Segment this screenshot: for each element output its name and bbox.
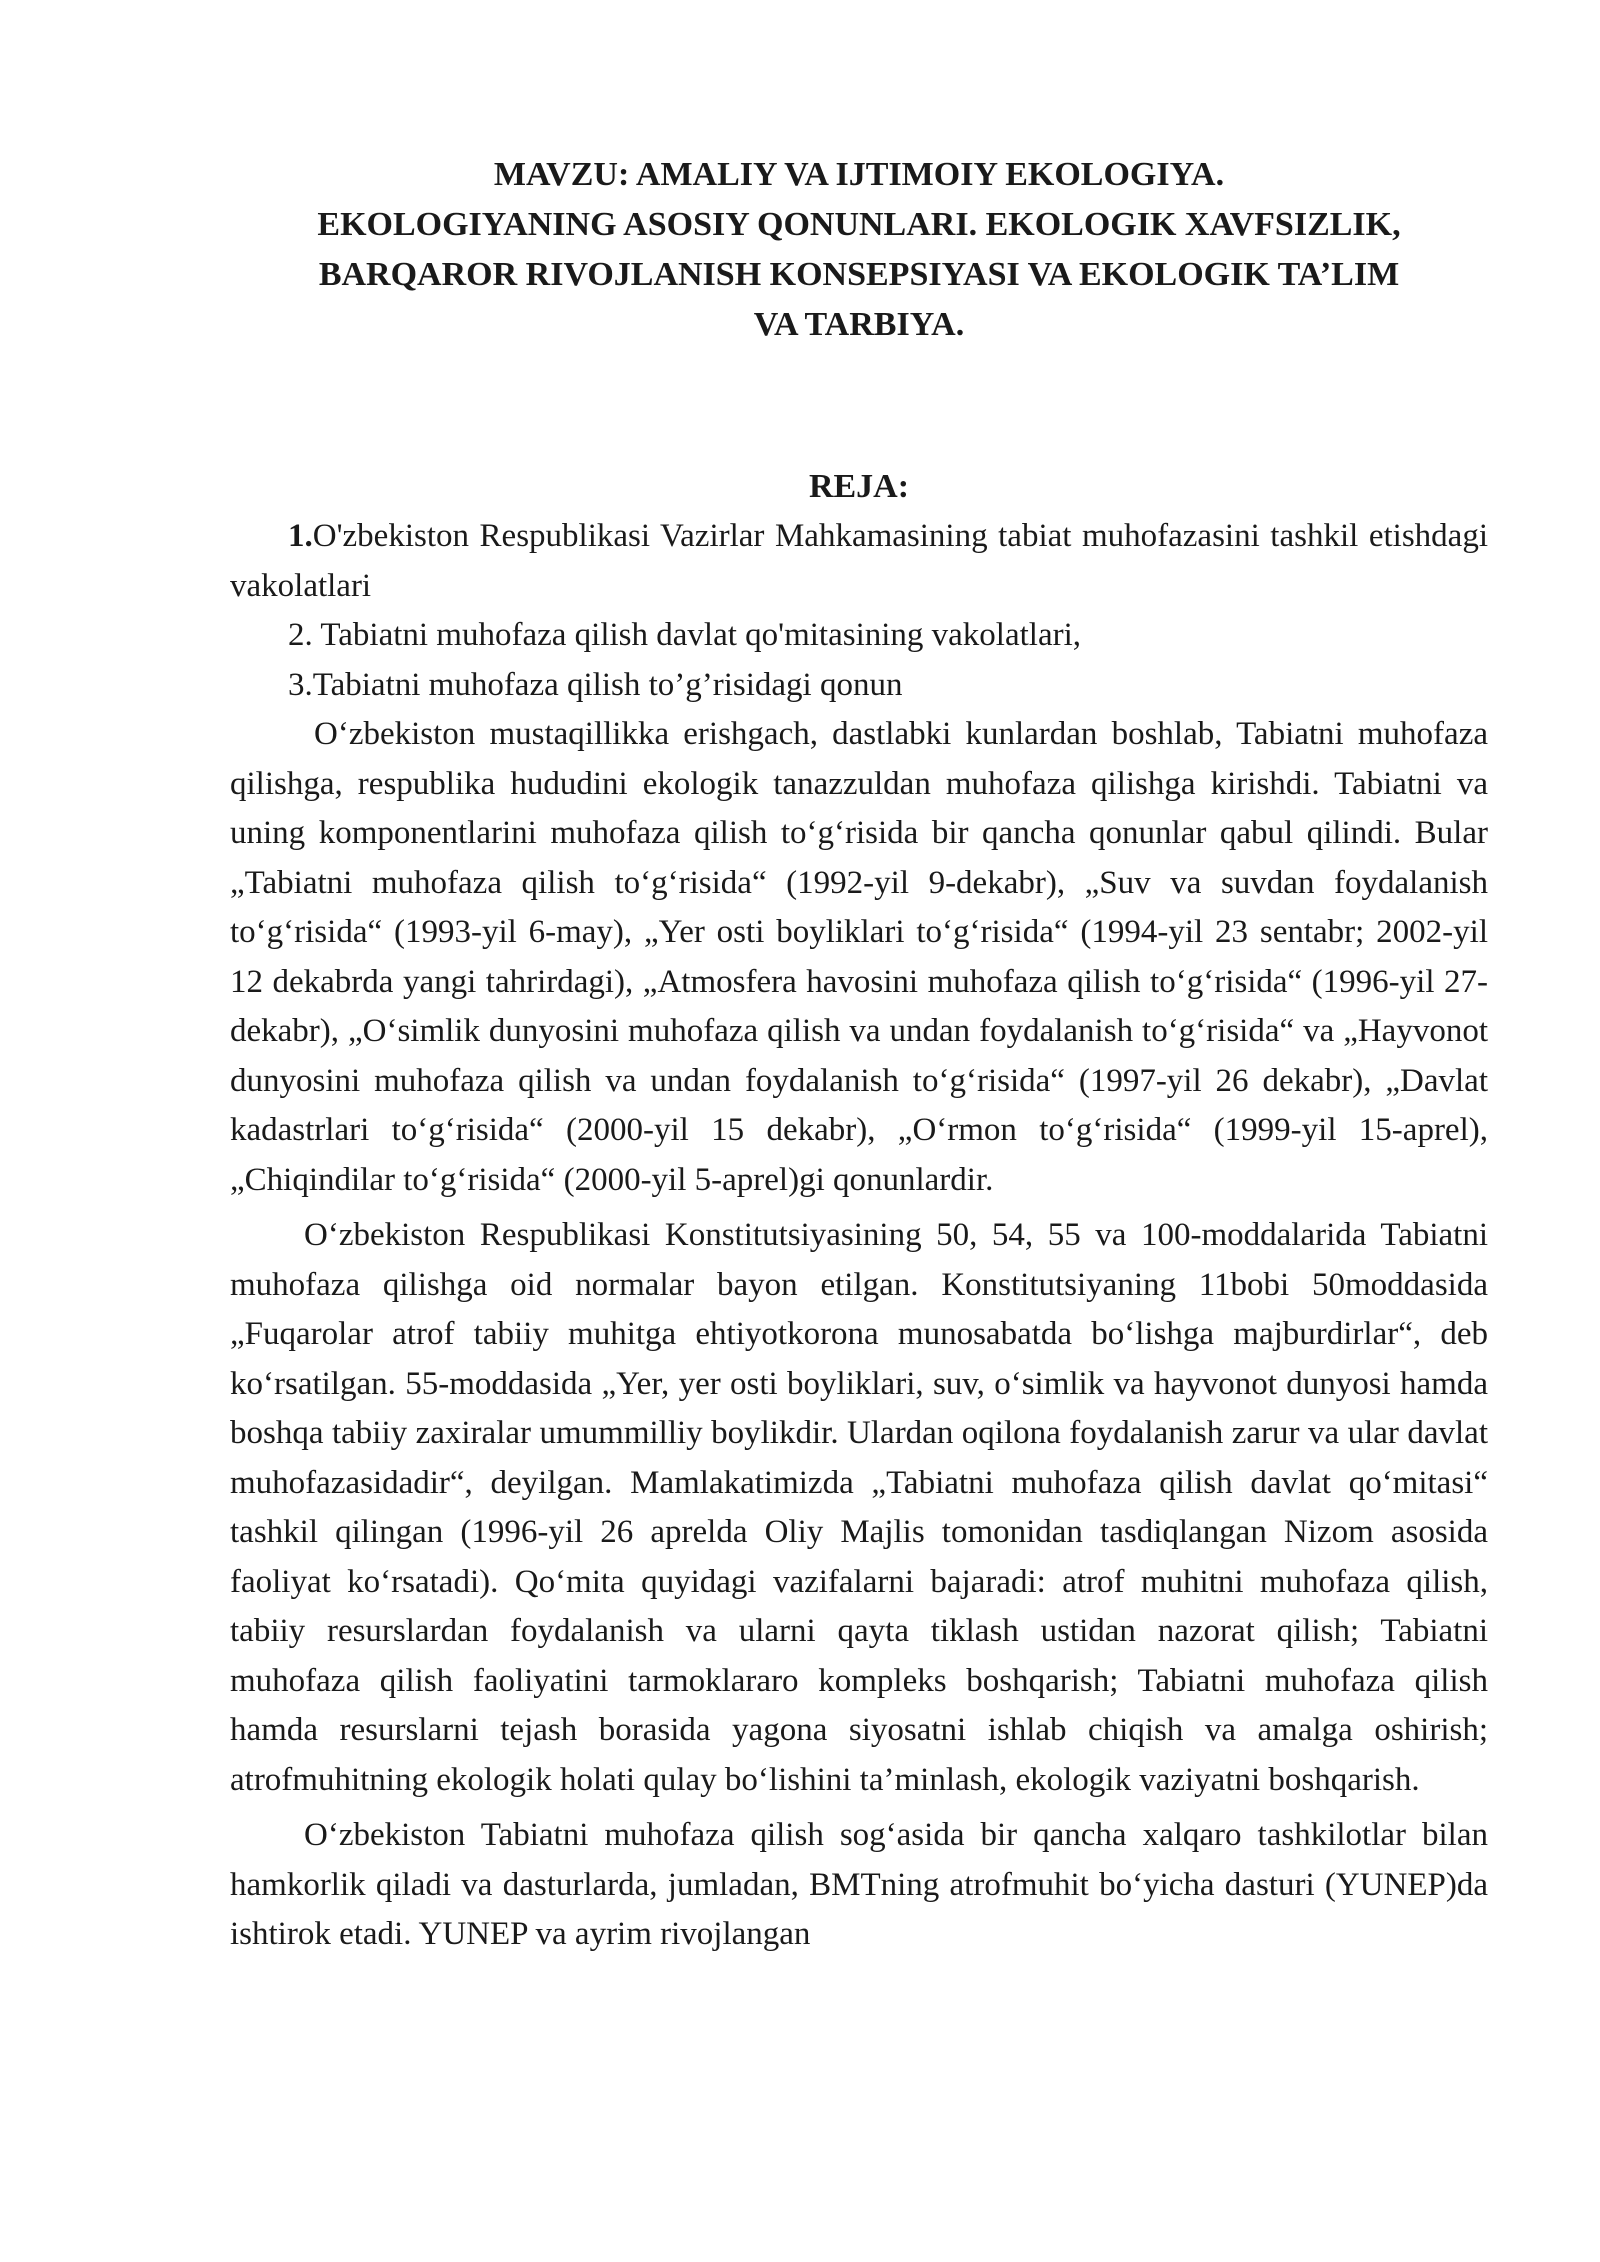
plan-item-number: 2. xyxy=(288,617,321,653)
document-page xyxy=(230,150,1488,1960)
plan-item xyxy=(230,512,1488,611)
title-line: BARQAROR RIVOJLANISH KONSEPSIYASI VA EKOLOGIK TA’LIM xyxy=(318,256,1400,293)
plan-heading: REJA: xyxy=(808,468,910,505)
title-line: EKOLOGIYANING ASOSIY QONUNLARI. EKOLOGIK XAVFSIZLIK, xyxy=(317,206,1401,243)
plan-item-text: O'zbekiston Respublikasi Vazirlar Mahkamasining tabiat muhofazasini tashkil etishdagi vakolatlari xyxy=(230,518,1488,604)
plan-item xyxy=(230,611,1488,661)
document-title xyxy=(230,150,1488,350)
title-line: VA TARBIYA. xyxy=(753,306,965,343)
body-paragraph: O‘zbekiston mustaqillikka erishgach, dastlabki kunlardan boshlab, Tabiatni muhofaza qilishga, respublika hududini ekologik tanazzuldan muhofaza qilishga kirishdi. Tabiatni va uning komponentlarini muhofaza qilish to‘g‘risida bir qancha qonunlar qabul qilindi. Bular „Tabiatni muhofaza qilish to‘g‘risida“ (1992-yil 9-dekabr), „Suv va suvdan foydalanish to‘g‘risida“ (1993-yil 6-may), „Yer osti boyliklari to‘g‘risida“ (1994-yil 23 sentabr; 2002-yil 12 dekabrda yangi tahrirdagi), „Atmosfera havosini muhofaza qilish to‘g‘risida“ (1996-yil 27-dekabr), „O‘simlik dunyosini muhofaza qilish va undan foydalanish to‘g‘risida“ va „Hayvonot dunyosini muhofaza qilish va undan foydalanish to‘g‘risida“ (1997-yil 26 dekabr), „Davlat kadastrlari to‘g‘risida“ (2000-yil 15 dekabr), „O‘rmon to‘g‘risida“ (1999-yil 15-aprel), „Chiqindilar to‘g‘risida“ (2000-yil 5-aprel)gi qonunlardir. xyxy=(230,716,1488,1198)
plan-item-text: Tabiatni muhofaza qilish davlat qo'mitasining vakolatlari, xyxy=(320,617,1082,653)
plan-item-number: 1. xyxy=(288,518,313,554)
body-paragraph: O‘zbekiston Respublikasi Konstitutsiyasining 50, 54, 55 va 100-moddalarida Tabiatni muhofaza qilishga oid normalar bayon etilgan. Konstitutsiyaning 11bobi 50moddasida „Fuqarolar atrof tabiiy muhitga ehtiyotkorona munosabatda bo‘lishga majburdirlar“, deb ko‘rsatilgan. 55-moddasida „Yer, yer osti boyliklari, suv, o‘simlik va hayvonot dunyosi hamda boshqa tabiiy zaxiralar umummilliy boylikdir. Ulardan oqilona foydalanish zarur va ular davlat muhofazasidadir“, deyilgan. Mamlakatimizda „Tabiatni muhofaza qilish davlat qo‘mitasi“ tashkil qilingan (1996-yil 26 aprelda Oliy Majlis tomonidan tasdiqlangan Nizom asosida faoliyat ko‘rsatadi). Qo‘mita quyidagi vazifalarni bajaradi: atrof muhitni muhofaza qilish, tabiiy resurslardan foydalanish va ularni qayta tiklash ustidan nazorat qilish; Tabiatni muhofaza qilish faoliyatini tarmoklararo kompleks boshqarish; Tabiatni muhofaza qilish hamda resurslarni tejash borasida yagona siyosatni ishlab chiqish va amalga oshirish; atrofmuhitning ekologik holati qulay bo‘lishini ta’minlash, ekologik vaziyatni boshqarish. xyxy=(230,1217,1488,1798)
plan-item-text: Tabiatni muhofaza qilish to’g’risidagi qonun xyxy=(312,666,903,703)
body-paragraph: O‘zbekiston Tabiatni muhofaza qilish sog‘asida bir qancha xalqaro tashkilotlar bilan hamkorlik qiladi va dasturlarda, jumladan, BMTning atrofmuhit bo‘yicha dasturi (YUNEP)da ishtirok etadi. YUNEP va ayrim rivojlangan xyxy=(230,1817,1488,1952)
plan-item-number: 3. xyxy=(288,666,313,703)
title-line: MAVZU: AMALIY VA IJTIMOIY EKOLOGIYA. xyxy=(493,156,1225,193)
plan-item xyxy=(230,661,1488,711)
